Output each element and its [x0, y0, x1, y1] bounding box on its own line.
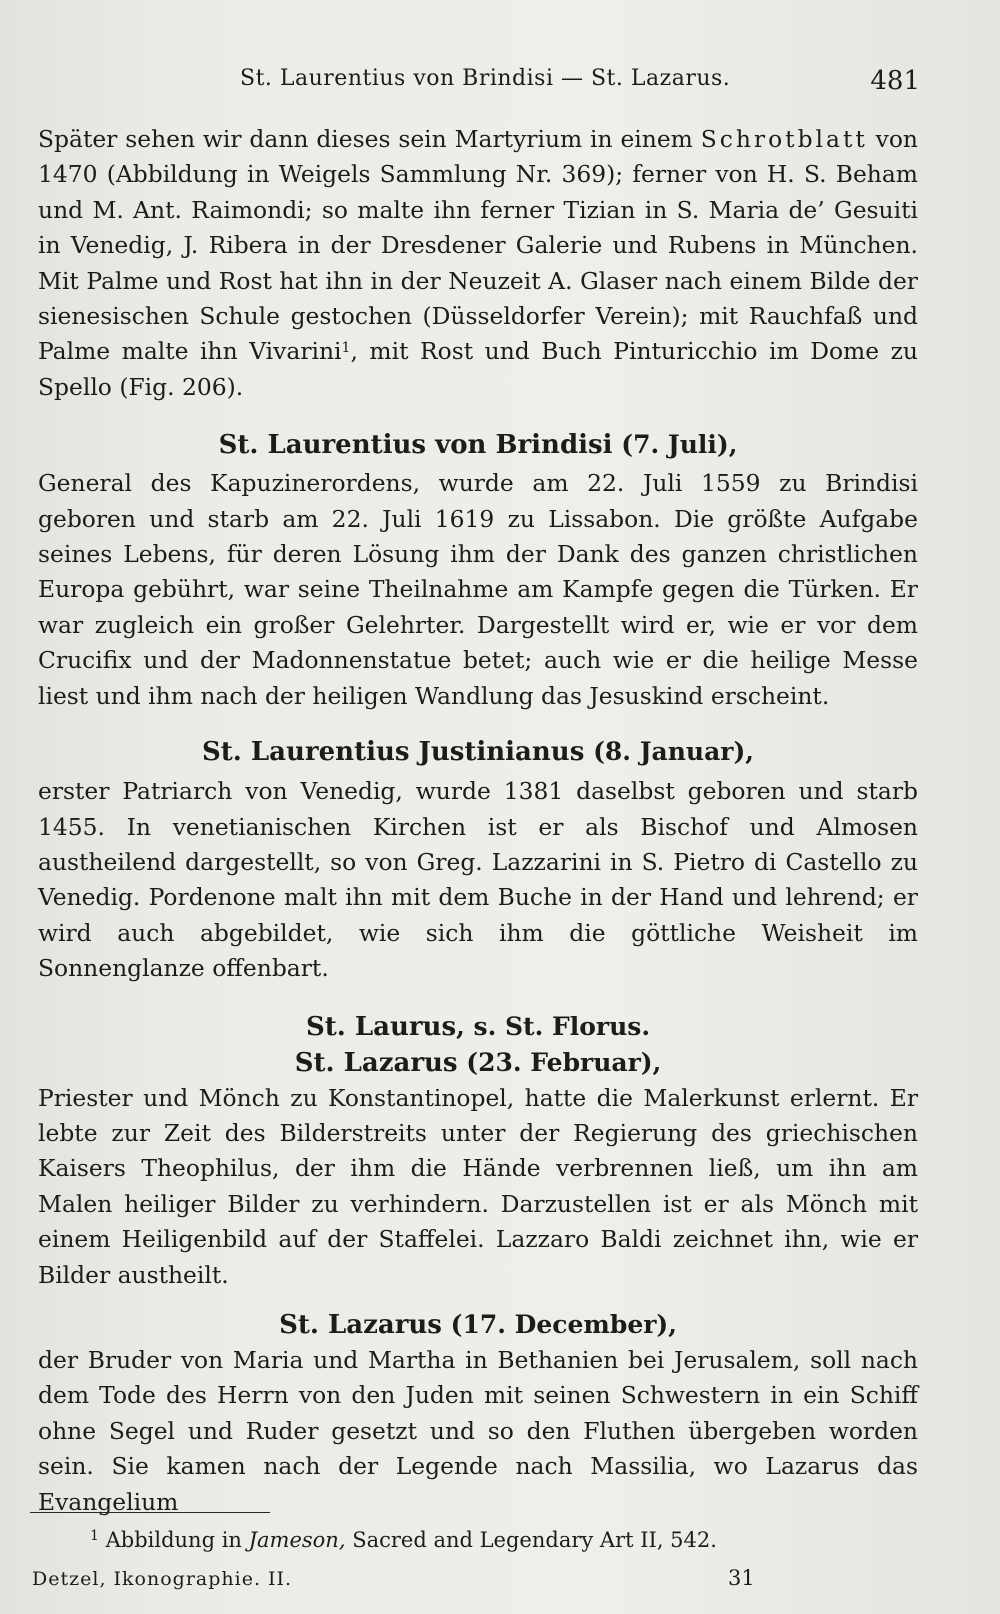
feast-date: (7. Juli),	[612, 430, 738, 460]
entry-text: General des Kapuzinerordens, wurde am 22. Juli 1559 zu Brindisi geboren und starb am 22. Juli 1619 zu Lissabon. Die größte Aufgabe seines Lebens, für deren Lösung ihm der Dank des ganzen christlichen Europa gebührt, war seine Theilnahme am Kampfe gegen die Türken. Er war zugleich ein großer Gelehrter. Dargestellt wird er, wie er vor dem Crucifix und der Madonnenstatue betet; auch wie er die heilige Messe liest und ihm nach der heiligen Wandlung das Jesuskind erscheint.	[38, 469, 918, 710]
intro-text-1: Später sehen wir dann dieses sein Martyrium in einem	[38, 125, 701, 153]
cross-reference: , s. St. Florus.	[456, 1011, 651, 1041]
saint-name: St. Laurentius Justinianus	[202, 737, 585, 768]
feast-date: (23. Februar),	[457, 1047, 662, 1077]
entry-text: der Bruder von Maria und Martha in Bethanien bei Jerusalem, soll nach dem Tode des Herrn von den Juden mit seinen Schwestern in ein Schiff ohne Segel und Ruder gesetzt und so den Fluthen übergeben worden sein. Sie kamen nach der Legende nach Massilia, wo Lazarus das Evangelium	[38, 1345, 918, 1516]
intro-paragraph	[38, 122, 918, 405]
page-header	[40, 66, 920, 106]
footnote-text-1: Abbildung in	[98, 1528, 249, 1552]
feast-date: (8. Januar),	[584, 737, 754, 767]
page-body	[38, 122, 918, 1520]
entry-text: Priester und Mönch zu Konstantinopel, hatte die Malerkunst erlernt. Er lebte zur Zeit des Bilderstreits unter der Regierung des griechischen Kaisers Theophilus, der ihm die Hände verbrennen ließ, um ihn am Malen heiliger Bilder zu verhindern. Darzustellen ist er als Mönch mit einem Heiligenbild auf der Staffelei. Lazzaro Baldi zeichnet ihn, wie er Bilder austheilt.	[38, 1083, 918, 1289]
running-head: St. Laurentius von Brindisi — St. Lazarus.	[240, 66, 731, 91]
footnote-divider	[30, 1512, 270, 1513]
intro-text-2: von 1470 (Abbildung in Weigels Sammlung Nr. 369); ferner von H. S. Beham und M. Ant. Raimondi; so malte ihn ferner Tizian in S. Maria de’ Gesuiti in Venedig, J. Ribera in der Dresdener Galerie und Rubens in München. Mit Palme und Rost hat ihn in der Neuzeit A. Glaser nach einem Bilde der sienesischen Schule gestochen (Düsseldorfer Verein); mit Rauchfaß und Palme malte ihn Vivarini	[38, 125, 918, 366]
entry-heading	[38, 734, 918, 770]
entry-heading	[38, 1307, 918, 1343]
footnote-mark: 1	[90, 1528, 99, 1544]
saint-name: St. Laurentius von Brindisi	[218, 430, 613, 461]
entry-text: erster Patriarch von Venedig, wurde 1381 daselbst geboren und starb 1455. In venetianischen Kirchen ist er als Bischof und Almosen austheilend dargestellt, so von Greg. Lazzarini in S. Pietro di Castello zu Venedig. Pordenone malt ihn mit dem Buche in der Hand und lehrend; er wird auch abgebildet, wie sich ihm die göttliche Weisheit im Sonnenglanze offenbart.	[38, 777, 918, 983]
saint-name: St. Laurus	[305, 1011, 457, 1042]
footnote-reference: 1	[341, 340, 351, 357]
entry-heading	[38, 1009, 918, 1045]
footnote-author: Jameson,	[248, 1528, 346, 1552]
footnote	[90, 1526, 717, 1554]
sheet-number: 31	[728, 1566, 755, 1590]
page-number: 481	[870, 66, 920, 96]
saint-name: St. Lazarus	[294, 1047, 458, 1078]
intro-text-3: , mit Rost und Buch Pinturicchio im Dome zu Spello (Fig. 206).	[38, 337, 918, 401]
entry-heading	[38, 427, 918, 463]
saint-name: St. Lazarus	[279, 1309, 442, 1340]
entry-heading	[38, 1045, 918, 1081]
feast-date: (17. December),	[441, 1309, 677, 1339]
intro-text-spaced: Schrotblatt	[700, 125, 868, 153]
footnote-text-2: Sacred and Legendary Art II, 542.	[345, 1528, 717, 1552]
printer-signature: Detzel, Ikonographie. II.	[32, 1568, 293, 1590]
